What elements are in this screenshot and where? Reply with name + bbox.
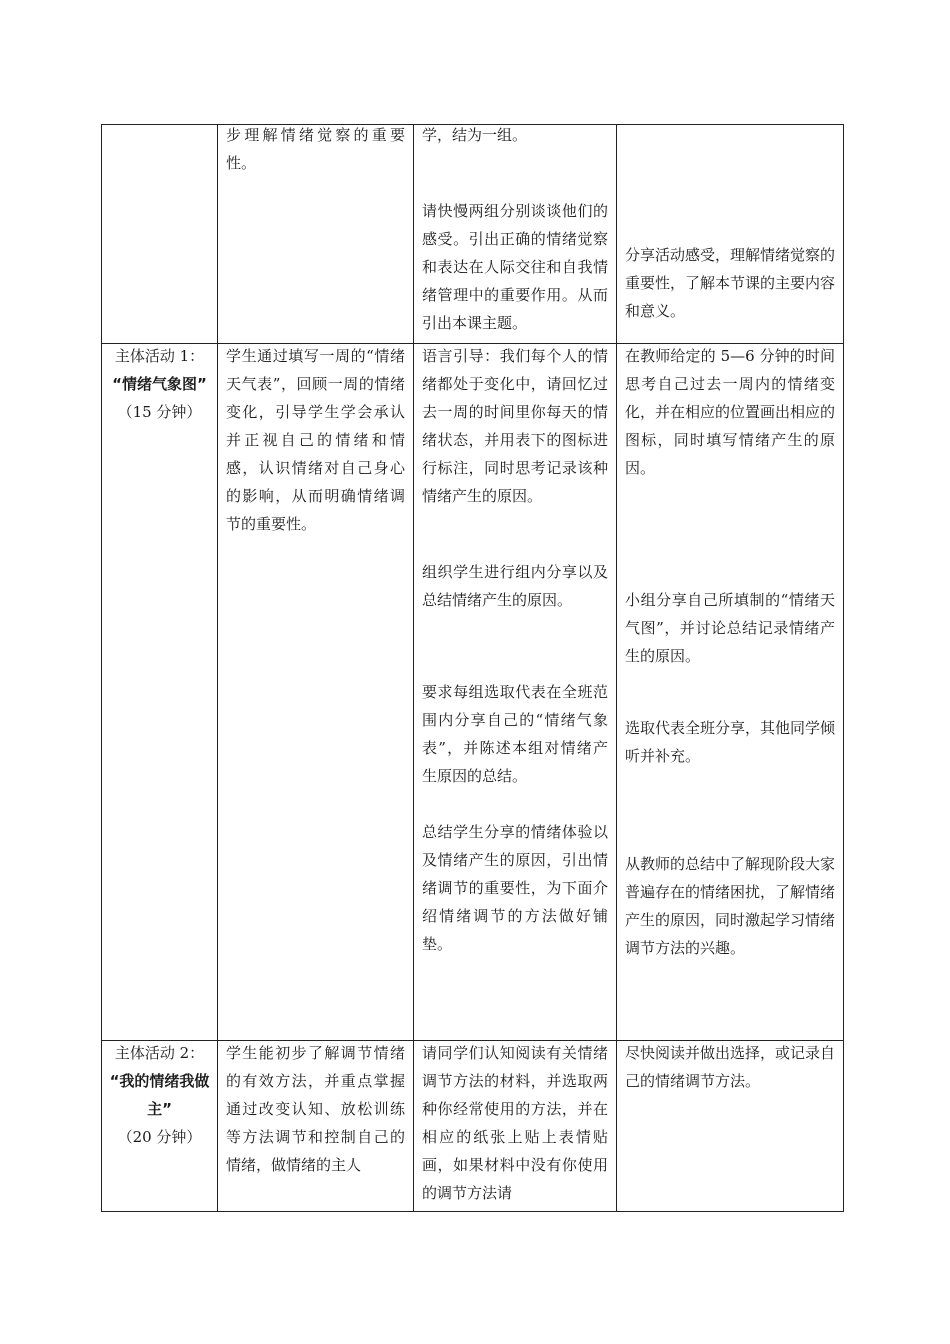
goal-text: 学生能初步了解调节情绪的有效方法，并重点掌握通过改变认知、放松训练等方法调节和控制自己的情绪，做情绪的主人 — [226, 1044, 405, 1174]
table-row — [102, 344, 844, 1041]
table-row — [102, 1041, 844, 1212]
student-text: 分享活动感受，理解情绪觉察的重要性，了解本节课的主要内容和意义。 — [625, 246, 836, 320]
teacher-text: 请同学们认知阅读有关情绪调节方法的材料，并选取两种你经常使用的方法，并在相应的纸张上贴上表情贴画，如果材料中没有你使用的调节方法请 — [422, 1044, 608, 1202]
stage-label: 主体活动 1： — [114, 347, 205, 365]
teacher-cell — [414, 125, 617, 344]
student-text: 尽快阅读并做出选择，或记录自己的情绪调节方法。 — [625, 1044, 836, 1090]
goal-cell — [218, 125, 414, 344]
student-text: 小组分享自己所填制的“情绪天气图”，并讨论总结记录情绪产生的原因。 — [625, 591, 835, 665]
teacher-text: 要求每组选取代表在全班范围内分享自己的“情绪气象表”，并陈述本组对情绪产生原因的总结。 — [422, 683, 608, 785]
teacher-text: 请快慢两组分别谈谈他们的感受。引出正确的情绪觉察和表达在人际交往和自我情绪管理中的重要作用。从而引出本课主题。 — [422, 202, 608, 332]
student-cell — [617, 344, 844, 1041]
student-text: 在教师给定的 5—6 分钟的时间思考自己过去一周内的情绪变化，并在相应的位置画出相应的图标，同时填写情绪产生的原因。 — [625, 347, 836, 477]
stage-title: “情绪气象图” — [112, 375, 207, 393]
student-cell — [617, 1041, 844, 1212]
goal-cell — [218, 1041, 414, 1212]
stage-label: 主体活动 2： — [114, 1044, 205, 1062]
goal-text: 学生通过填写一周的“情绪天气表”，回顾一周的情绪变化，引导学生学会承认并正视自己的情绪和情感，认识情绪对自己身心的影响，从而明确情绪调节的重要性。 — [226, 347, 405, 533]
teacher-text: 学，结为一组。 — [422, 126, 528, 144]
lesson-plan-table — [101, 124, 844, 1212]
student-text: 从教师的总结中了解现阶段大家普遍存在的情绪困扰，了解情绪产生的原因，同时激起学习情绪调节方法的兴趣。 — [625, 855, 836, 957]
teacher-text: 语言引导：我们每个人的情绪都处于变化中，请回忆过去一周的时间里你每天的情绪状态，并用表下的图标进行标注，同时思考记录该种情绪产生的原因。 — [422, 347, 608, 505]
teacher-text: 总结学生分享的情绪体验以及情绪产生的原因，引出情绪调节的重要性，为下面介绍情绪调节的方法做好铺垫。 — [422, 823, 608, 953]
stage-time: （15 分钟） — [117, 403, 202, 421]
stage-cell — [102, 1041, 218, 1212]
stage-cell — [102, 344, 218, 1041]
stage-cell — [102, 125, 218, 344]
teacher-text: 组织学生进行组内分享以及总结情绪产生的原因。 — [422, 563, 608, 609]
student-text: 选取代表全班分享，其他同学倾听并补充。 — [625, 719, 836, 765]
teacher-cell — [414, 1041, 617, 1212]
stage-time: （20 分钟） — [117, 1128, 202, 1146]
teacher-cell — [414, 344, 617, 1041]
table-row — [102, 125, 844, 344]
student-cell — [617, 125, 844, 344]
goal-cell — [218, 344, 414, 1041]
goal-text: 步理解情绪觉察的重要性。 — [226, 126, 405, 172]
stage-title: “我的情绪我做主” — [109, 1072, 210, 1118]
